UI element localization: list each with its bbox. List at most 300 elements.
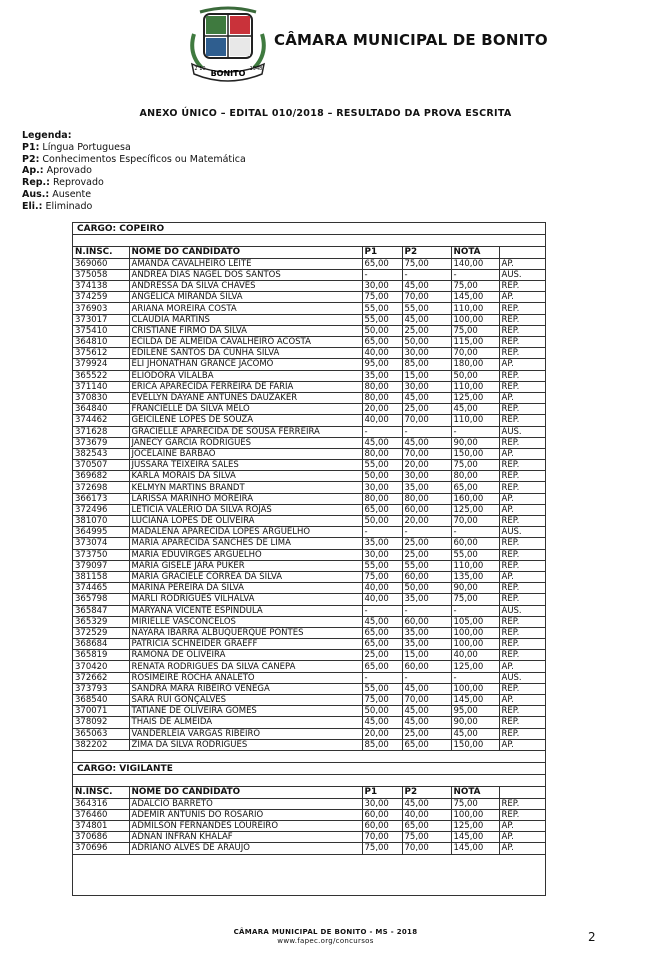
table-cell: AP. bbox=[499, 392, 546, 403]
table-cell: 364316 bbox=[73, 798, 129, 809]
table-cell: AP. bbox=[499, 448, 546, 459]
table-cell: - bbox=[451, 527, 499, 538]
table-cell: 115,00 bbox=[451, 337, 499, 348]
table-cell: 45,00 bbox=[451, 728, 499, 739]
footer-link[interactable]: www.fapec.org/concursos bbox=[277, 937, 374, 945]
table-cell: 372662 bbox=[73, 672, 129, 683]
table-cell: 368684 bbox=[73, 639, 129, 650]
table-cell: REP. bbox=[499, 337, 546, 348]
table-cell: 160,00 bbox=[451, 493, 499, 504]
table-cell: 70,00 bbox=[451, 516, 499, 527]
table-cell: 25,00 bbox=[402, 325, 451, 336]
table-cell: MARYANA VICENTE ESPINDULA bbox=[129, 605, 362, 616]
table-cell: AUS. bbox=[499, 605, 546, 616]
table-cell: 100,00 bbox=[451, 683, 499, 694]
table-cell: MARIA GISELE JARA PUKER bbox=[129, 560, 362, 571]
table-cell: 30,00 bbox=[402, 471, 451, 482]
table-cell: 45,00 bbox=[402, 314, 451, 325]
footer-org: CÂMARA MUNICIPAL DE BONITO - MS - 2018 bbox=[233, 928, 418, 936]
table-cell: 382202 bbox=[73, 739, 129, 750]
table-cell: AP. bbox=[499, 258, 546, 269]
table-cell: 30,00 bbox=[362, 482, 402, 493]
table-cell: 45,00 bbox=[362, 717, 402, 728]
table-cell: 55,00 bbox=[362, 303, 402, 314]
table-cell: 30,00 bbox=[362, 281, 402, 292]
table-cell: 110,00 bbox=[451, 303, 499, 314]
document-title: ANEXO ÚNICO – EDITAL 010/2018 – RESULTADO DA PROVA ESCRITA bbox=[139, 108, 512, 119]
table-cell: 370696 bbox=[73, 843, 129, 854]
table-cell: 25,00 bbox=[362, 650, 402, 661]
table-cell: - bbox=[451, 426, 499, 437]
table-cell: 125,00 bbox=[451, 504, 499, 515]
table-row bbox=[73, 482, 546, 493]
legend bbox=[22, 130, 246, 213]
table-cell: 55,00 bbox=[362, 560, 402, 571]
table-cell: 80,00 bbox=[402, 493, 451, 504]
table-cell: REP. bbox=[499, 538, 546, 549]
table-row bbox=[73, 471, 546, 482]
table-cell: ADALCIO BARRETO bbox=[129, 798, 362, 809]
table-cell: LUCIANA LOPES DE OLIVEIRA bbox=[129, 516, 362, 527]
table-cell: AUS. bbox=[499, 426, 546, 437]
table-cell: REP. bbox=[499, 627, 546, 638]
table-cell: 25,00 bbox=[402, 549, 451, 560]
table-cell: REP. bbox=[499, 482, 546, 493]
table-cell: AP. bbox=[499, 571, 546, 582]
column-header: P1 bbox=[362, 247, 402, 258]
table-cell: - bbox=[451, 269, 499, 280]
table-cell: 382543 bbox=[73, 448, 129, 459]
table-cell: 80,00 bbox=[362, 381, 402, 392]
table-cell: JOCELAINE BARBAO bbox=[129, 448, 362, 459]
table-cell: 55,00 bbox=[402, 560, 451, 571]
table-cell: 35,00 bbox=[362, 538, 402, 549]
table-cell: 60,00 bbox=[402, 616, 451, 627]
table-cell: ROSIMEIRE ROCHA ANALETO bbox=[129, 672, 362, 683]
table-cell: - bbox=[362, 426, 402, 437]
table-cell: 381070 bbox=[73, 516, 129, 527]
table-cell: ELI JHONATHAN GRANCE JACOMO bbox=[129, 359, 362, 370]
table-cell: 25,00 bbox=[402, 538, 451, 549]
table-cell: 20,00 bbox=[362, 728, 402, 739]
column-header: P1 bbox=[362, 787, 402, 798]
table-cell: 110,00 bbox=[451, 560, 499, 571]
table-cell: AUS. bbox=[499, 672, 546, 683]
legend-item: Aus.: Ausente bbox=[22, 188, 92, 200]
column-header: P2 bbox=[402, 787, 451, 798]
table-cell: REP. bbox=[499, 650, 546, 661]
table-cell: REP. bbox=[499, 348, 546, 359]
table-cell: REP. bbox=[499, 583, 546, 594]
table-cell: 90,00 bbox=[451, 583, 499, 594]
table-row bbox=[73, 448, 546, 459]
table-row bbox=[73, 404, 546, 415]
table-row bbox=[73, 281, 546, 292]
table-row bbox=[73, 672, 546, 683]
legend-item: P1: Língua Portuguesa bbox=[22, 141, 131, 153]
table-cell: 364810 bbox=[73, 337, 129, 348]
table-cell: 60,00 bbox=[402, 571, 451, 582]
table-cell: 80,00 bbox=[451, 471, 499, 482]
table-cell: 30,00 bbox=[402, 348, 451, 359]
table-cell: 95,00 bbox=[362, 359, 402, 370]
table-cell: REP. bbox=[499, 325, 546, 336]
table-row bbox=[73, 426, 546, 437]
table-row bbox=[73, 583, 546, 594]
table-cell: 35,00 bbox=[402, 627, 451, 638]
table-cell: ADNAN INFRAN KHALAF bbox=[129, 832, 362, 843]
table-cell: REP. bbox=[499, 303, 546, 314]
table-cell: 40,00 bbox=[362, 583, 402, 594]
table-cell: 45,00 bbox=[402, 717, 451, 728]
table-cell: MIRIELLE VASCONCELOS bbox=[129, 616, 362, 627]
table-cell: 140,00 bbox=[451, 258, 499, 269]
table-cell: 55,00 bbox=[362, 314, 402, 325]
table-cell: 376903 bbox=[73, 303, 129, 314]
table-row bbox=[73, 538, 546, 549]
table-cell: 55,00 bbox=[451, 549, 499, 560]
table-row bbox=[73, 571, 546, 582]
table-cell: 20,00 bbox=[362, 404, 402, 415]
column-header: NOME DO CANDIDATO bbox=[129, 787, 362, 798]
table-cell: 110,00 bbox=[451, 381, 499, 392]
table-cell: CRISTIANE FIRMO DA SILVA bbox=[129, 325, 362, 336]
table-cell: 50,00 bbox=[362, 471, 402, 482]
table-cell: 375612 bbox=[73, 348, 129, 359]
table-row bbox=[73, 359, 546, 370]
table-cell: REP. bbox=[499, 281, 546, 292]
table-cell: 370686 bbox=[73, 832, 129, 843]
table-cell: 35,00 bbox=[362, 370, 402, 381]
table-cell: ANDRESSA DA SILVA CHAVES bbox=[129, 281, 362, 292]
table-cell: 35,00 bbox=[402, 594, 451, 605]
table-row bbox=[73, 493, 546, 504]
table-cell: 370507 bbox=[73, 460, 129, 471]
table-cell: 372698 bbox=[73, 482, 129, 493]
column-header: N.INSC. bbox=[73, 787, 129, 798]
table-cell: 70,00 bbox=[402, 695, 451, 706]
table-cell: 100,00 bbox=[451, 639, 499, 650]
table-cell: ANGÉLICA MIRANDA SILVA bbox=[129, 292, 362, 303]
table-cell: 375058 bbox=[73, 269, 129, 280]
table-cell: ANDREA DIAS NAGEL DOS SANTOS bbox=[129, 269, 362, 280]
table-cell: AP. bbox=[499, 292, 546, 303]
table-cell: GEICILENE LOPES DE SOUZA bbox=[129, 415, 362, 426]
table-cell: 65,00 bbox=[451, 482, 499, 493]
table-cell: REP. bbox=[499, 616, 546, 627]
column-header: P2 bbox=[402, 247, 451, 258]
table-cell: 45,00 bbox=[402, 683, 451, 694]
table-cell: 365819 bbox=[73, 650, 129, 661]
table-cell: AP. bbox=[499, 493, 546, 504]
table-cell: 374138 bbox=[73, 281, 129, 292]
table-cell: REP. bbox=[499, 370, 546, 381]
table-row bbox=[73, 739, 546, 750]
table-row bbox=[73, 460, 546, 471]
table-cell: ERICA APARECIDA FERREIRA DE FARIA bbox=[129, 381, 362, 392]
table-cell: REP. bbox=[499, 549, 546, 560]
table-row bbox=[73, 504, 546, 515]
table-cell: 366173 bbox=[73, 493, 129, 504]
table-cell: AP. bbox=[499, 504, 546, 515]
section-spacer bbox=[73, 751, 545, 763]
page-number: 2 bbox=[588, 930, 596, 944]
table-cell: AP. bbox=[499, 739, 546, 750]
table-cell: ADMILSON FERNANDES LOUREIRO bbox=[129, 821, 362, 832]
table-cell: 85,00 bbox=[362, 739, 402, 750]
table-cell: 65,00 bbox=[362, 661, 402, 672]
table-row bbox=[73, 258, 546, 269]
table-row bbox=[73, 605, 546, 616]
table-cell: 75,00 bbox=[362, 292, 402, 303]
table-cell: 75,00 bbox=[362, 571, 402, 582]
legend-item: Rep.: Reprovado bbox=[22, 177, 104, 189]
table-cell: 371140 bbox=[73, 381, 129, 392]
table-cell: 379924 bbox=[73, 359, 129, 370]
table-cell: AUS. bbox=[499, 527, 546, 538]
table-cell: REP. bbox=[499, 809, 546, 820]
table-cell: AP. bbox=[499, 821, 546, 832]
table-cell: 45,00 bbox=[402, 706, 451, 717]
table-cell: 364995 bbox=[73, 527, 129, 538]
table-cell: 75,00 bbox=[362, 695, 402, 706]
table-cell: 25,00 bbox=[402, 404, 451, 415]
table-cell: 180,00 bbox=[451, 359, 499, 370]
table-cell: EVELLYN DAYANE ANTUNES DAUZAKER bbox=[129, 392, 362, 403]
table-cell: JANECY GARCIA RODRIGUES bbox=[129, 437, 362, 448]
table-cell: 374462 bbox=[73, 415, 129, 426]
table-cell: REP. bbox=[499, 683, 546, 694]
table-cell: 378092 bbox=[73, 717, 129, 728]
table-cell: 25,00 bbox=[402, 728, 451, 739]
table-cell: LETICIA VALERIO DA SILVA ROJAS bbox=[129, 504, 362, 515]
table-cell: REP. bbox=[499, 314, 546, 325]
table-cell: REP. bbox=[499, 381, 546, 392]
table-cell: 373679 bbox=[73, 437, 129, 448]
table-cell: 80,00 bbox=[362, 448, 402, 459]
table-cell: 125,00 bbox=[451, 392, 499, 403]
table-cell: REP. bbox=[499, 460, 546, 471]
table-cell: 50,00 bbox=[402, 337, 451, 348]
table-row bbox=[73, 527, 546, 538]
table-cell: 365847 bbox=[73, 605, 129, 616]
table-cell: 30,00 bbox=[362, 549, 402, 560]
table-cell: 365522 bbox=[73, 370, 129, 381]
table-cell: 150,00 bbox=[451, 448, 499, 459]
results-table bbox=[72, 222, 546, 896]
table-row bbox=[73, 325, 546, 336]
table-cell: KELMYN MARTINS BRANDT bbox=[129, 482, 362, 493]
table-header-row bbox=[73, 247, 546, 258]
table-cell: 40,00 bbox=[402, 809, 451, 820]
table-cell: REP. bbox=[499, 594, 546, 605]
table-cell: 125,00 bbox=[451, 661, 499, 672]
table-cell: 65,00 bbox=[402, 739, 451, 750]
table-row bbox=[73, 843, 546, 854]
table-cell: REP. bbox=[499, 639, 546, 650]
section-spacer bbox=[73, 775, 545, 787]
table-cell: 50,00 bbox=[402, 583, 451, 594]
table-cell: AP. bbox=[499, 832, 546, 843]
table-cell: 375410 bbox=[73, 325, 129, 336]
table-row bbox=[73, 337, 546, 348]
table-cell: 370420 bbox=[73, 661, 129, 672]
table-cell: 373074 bbox=[73, 538, 129, 549]
table-cell: 45,00 bbox=[451, 404, 499, 415]
table-row bbox=[73, 717, 546, 728]
table-cell: 368540 bbox=[73, 695, 129, 706]
column-header: NOME DO CANDIDATO bbox=[129, 247, 362, 258]
table-cell: AP. bbox=[499, 661, 546, 672]
table-cell: AP. bbox=[499, 843, 546, 854]
table-cell: SARA RUI GONÇALVES bbox=[129, 695, 362, 706]
table-cell: ECILDA DE ALMEIDA CAVALHEIRO ACOSTA bbox=[129, 337, 362, 348]
cargo-table bbox=[73, 247, 546, 751]
table-row bbox=[73, 627, 546, 638]
table-row bbox=[73, 594, 546, 605]
table-cell: MARIA EDUVIRGES ARGUELHO bbox=[129, 549, 362, 560]
table-cell: 100,00 bbox=[451, 809, 499, 820]
table-cell: 65,00 bbox=[402, 821, 451, 832]
table-cell: 75,00 bbox=[402, 258, 451, 269]
table-cell: - bbox=[362, 605, 402, 616]
table-cell: MARLI RODRIGUES VILHALVA bbox=[129, 594, 362, 605]
table-cell: AP. bbox=[499, 359, 546, 370]
table-cell: 75,00 bbox=[451, 594, 499, 605]
table-cell: 35,00 bbox=[402, 482, 451, 493]
table-cell: 50,00 bbox=[362, 706, 402, 717]
table-row bbox=[73, 832, 546, 843]
table-row bbox=[73, 392, 546, 403]
table-cell: 70,00 bbox=[402, 415, 451, 426]
table-cell: MADALENA APARECIDA LOPES ARGUELHO bbox=[129, 527, 362, 538]
table-cell: 60,00 bbox=[402, 661, 451, 672]
table-cell: 60,00 bbox=[362, 809, 402, 820]
table-cell: 65,00 bbox=[362, 627, 402, 638]
table-row bbox=[73, 695, 546, 706]
table-cell: 364840 bbox=[73, 404, 129, 415]
table-cell: 35,00 bbox=[402, 639, 451, 650]
table-cell: 50,00 bbox=[362, 325, 402, 336]
table-row bbox=[73, 303, 546, 314]
table-cell: TATIANE DE OLIVEIRA GOMES bbox=[129, 706, 362, 717]
table-cell: - bbox=[451, 672, 499, 683]
svg-text:2 10: 2 10 bbox=[194, 66, 206, 72]
table-cell: 80,00 bbox=[362, 493, 402, 504]
legend-item: Eli.: Eliminado bbox=[22, 200, 93, 212]
table-cell: KARLA MORAIS DA SILVA bbox=[129, 471, 362, 482]
table-row bbox=[73, 381, 546, 392]
table-cell: RENATA RODRIGUES DA SILVA CANEPA bbox=[129, 661, 362, 672]
table-cell: 45,00 bbox=[402, 798, 451, 809]
page-footer bbox=[0, 928, 651, 946]
table-cell: 379097 bbox=[73, 560, 129, 571]
svg-text:1948: 1948 bbox=[249, 66, 263, 72]
table-cell: 376460 bbox=[73, 809, 129, 820]
table-cell: MARIA GRACIELE CORREA DA SILVA bbox=[129, 571, 362, 582]
cargo-heading: CARGO: VIGILANTE bbox=[73, 763, 545, 775]
table-cell: 150,00 bbox=[451, 739, 499, 750]
table-cell: ZIMA DA SILVA RODRIGUES bbox=[129, 739, 362, 750]
table-cell: 30,00 bbox=[402, 381, 451, 392]
table-cell: ELIODORA VILALBA bbox=[129, 370, 362, 381]
table-row bbox=[73, 314, 546, 325]
table-cell: 75,00 bbox=[451, 281, 499, 292]
table-row bbox=[73, 516, 546, 527]
table-row bbox=[73, 728, 546, 739]
table-cell: 370830 bbox=[73, 392, 129, 403]
table-cell: 75,00 bbox=[451, 798, 499, 809]
svg-text:BONITO: BONITO bbox=[210, 69, 246, 78]
table-row bbox=[73, 616, 546, 627]
table-cell: 45,00 bbox=[362, 437, 402, 448]
table-row bbox=[73, 437, 546, 448]
table-cell: REP. bbox=[499, 404, 546, 415]
table-cell: REP. bbox=[499, 717, 546, 728]
municipal-crest-icon bbox=[186, 4, 270, 84]
table-cell: 105,00 bbox=[451, 616, 499, 627]
table-cell: 50,00 bbox=[362, 516, 402, 527]
table-cell: 75,00 bbox=[451, 460, 499, 471]
table-cell: REP. bbox=[499, 560, 546, 571]
table-cell: 30,00 bbox=[362, 798, 402, 809]
table-cell: 60,00 bbox=[451, 538, 499, 549]
table-row bbox=[73, 798, 546, 809]
table-cell: 20,00 bbox=[402, 516, 451, 527]
table-cell: ADEMIR ANTUNIS DO ROSARIO bbox=[129, 809, 362, 820]
table-cell: LARISSA MARINHO MOREIRA bbox=[129, 493, 362, 504]
table-cell: 40,00 bbox=[362, 415, 402, 426]
table-cell: - bbox=[362, 269, 402, 280]
table-row bbox=[73, 683, 546, 694]
table-cell: ARIANA MOREIRA COSTA bbox=[129, 303, 362, 314]
table-cell: AUS. bbox=[499, 269, 546, 280]
table-cell: 374259 bbox=[73, 292, 129, 303]
table-cell: REP. bbox=[499, 471, 546, 482]
table-cell: 45,00 bbox=[402, 281, 451, 292]
table-cell: 65,00 bbox=[362, 639, 402, 650]
table-cell: 370071 bbox=[73, 706, 129, 717]
column-header bbox=[499, 787, 546, 798]
table-cell: VANDERLEIA VARGAS RIBEIRO bbox=[129, 728, 362, 739]
table-cell: 50,00 bbox=[451, 370, 499, 381]
table-cell: JUSSARA TEIXEIRA SALES bbox=[129, 460, 362, 471]
table-cell: 40,00 bbox=[362, 594, 402, 605]
table-cell: 45,00 bbox=[402, 437, 451, 448]
table-cell: 100,00 bbox=[451, 314, 499, 325]
table-cell: - bbox=[402, 672, 451, 683]
table-cell: 15,00 bbox=[402, 650, 451, 661]
table-cell: 40,00 bbox=[451, 650, 499, 661]
table-cell: 100,00 bbox=[451, 627, 499, 638]
table-cell: GRACIELLE APARECIDA DE SOUSA FERREIRA bbox=[129, 426, 362, 437]
table-cell: - bbox=[451, 605, 499, 616]
table-cell: 145,00 bbox=[451, 843, 499, 854]
table-cell: REP. bbox=[499, 437, 546, 448]
table-cell: 145,00 bbox=[451, 695, 499, 706]
table-cell: 371628 bbox=[73, 426, 129, 437]
table-cell: MARINA PEREIRA DA SILVA bbox=[129, 583, 362, 594]
table-cell: 70,00 bbox=[362, 832, 402, 843]
table-cell: ADRIANO ALVES DE ARAUJO bbox=[129, 843, 362, 854]
table-cell: - bbox=[362, 672, 402, 683]
table-cell: 45,00 bbox=[402, 392, 451, 403]
table-cell: 372529 bbox=[73, 627, 129, 638]
table-cell: 80,00 bbox=[362, 392, 402, 403]
table-cell: 15,00 bbox=[402, 370, 451, 381]
table-row bbox=[73, 370, 546, 381]
table-row bbox=[73, 560, 546, 571]
